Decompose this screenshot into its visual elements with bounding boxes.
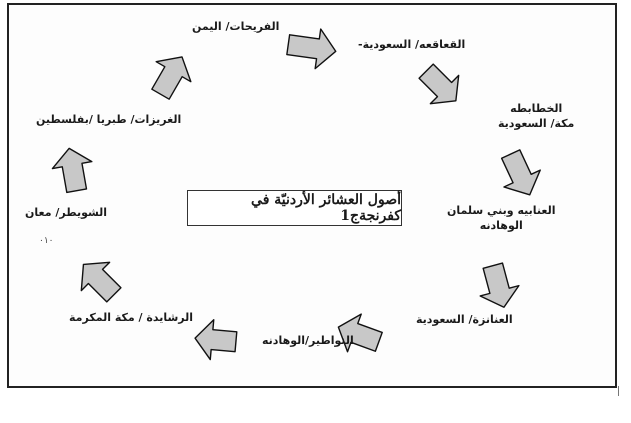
- node-alkhatabtah: [498, 102, 574, 132]
- node-alanabiyah-line2: الوهادنه: [479, 218, 523, 232]
- node-alanabiyah: [447, 204, 555, 234]
- node-alghurayzat: الغريزات/ طبريا /بفلسطين: [36, 113, 182, 126]
- node-alrashaydah: الرشايدة / مكة المكرمة: [69, 311, 194, 324]
- edge-mark: [618, 386, 619, 396]
- arrow-1-right: [285, 25, 338, 71]
- arrow-2-down-right: [412, 57, 470, 115]
- diagram-title: أصول العشائر الأردنيّة في كفرنجةج1: [187, 190, 402, 226]
- node-alqaaqah: القعاقعه/ السعودية-: [358, 38, 466, 51]
- node-alkhatabtah-line1: الخطابطه: [510, 102, 563, 115]
- node-alananzah: العنانزة/ السعودية: [416, 313, 513, 326]
- stray-mark: ٠١٠: [39, 236, 54, 246]
- node-alshuwaitar: الشويطر/ معان: [25, 206, 108, 219]
- arrow-4-down: [474, 261, 524, 313]
- node-alanabiyah-line1: العنابيه وبني سلمان: [447, 204, 556, 217]
- node-alnawatir: النواطير/الوهادنه: [262, 334, 354, 347]
- node-alkhatabtah-line2: مكة/ السعودية: [498, 116, 575, 130]
- arrow-8-up: [49, 145, 96, 194]
- arrow-6-left: [193, 318, 237, 361]
- node-alfraihat: الفريحات/ اليمن: [192, 20, 280, 33]
- arrow-9-up-right: [143, 47, 199, 104]
- arrow-7-up: [69, 250, 128, 309]
- arrow-3-down: [493, 146, 548, 204]
